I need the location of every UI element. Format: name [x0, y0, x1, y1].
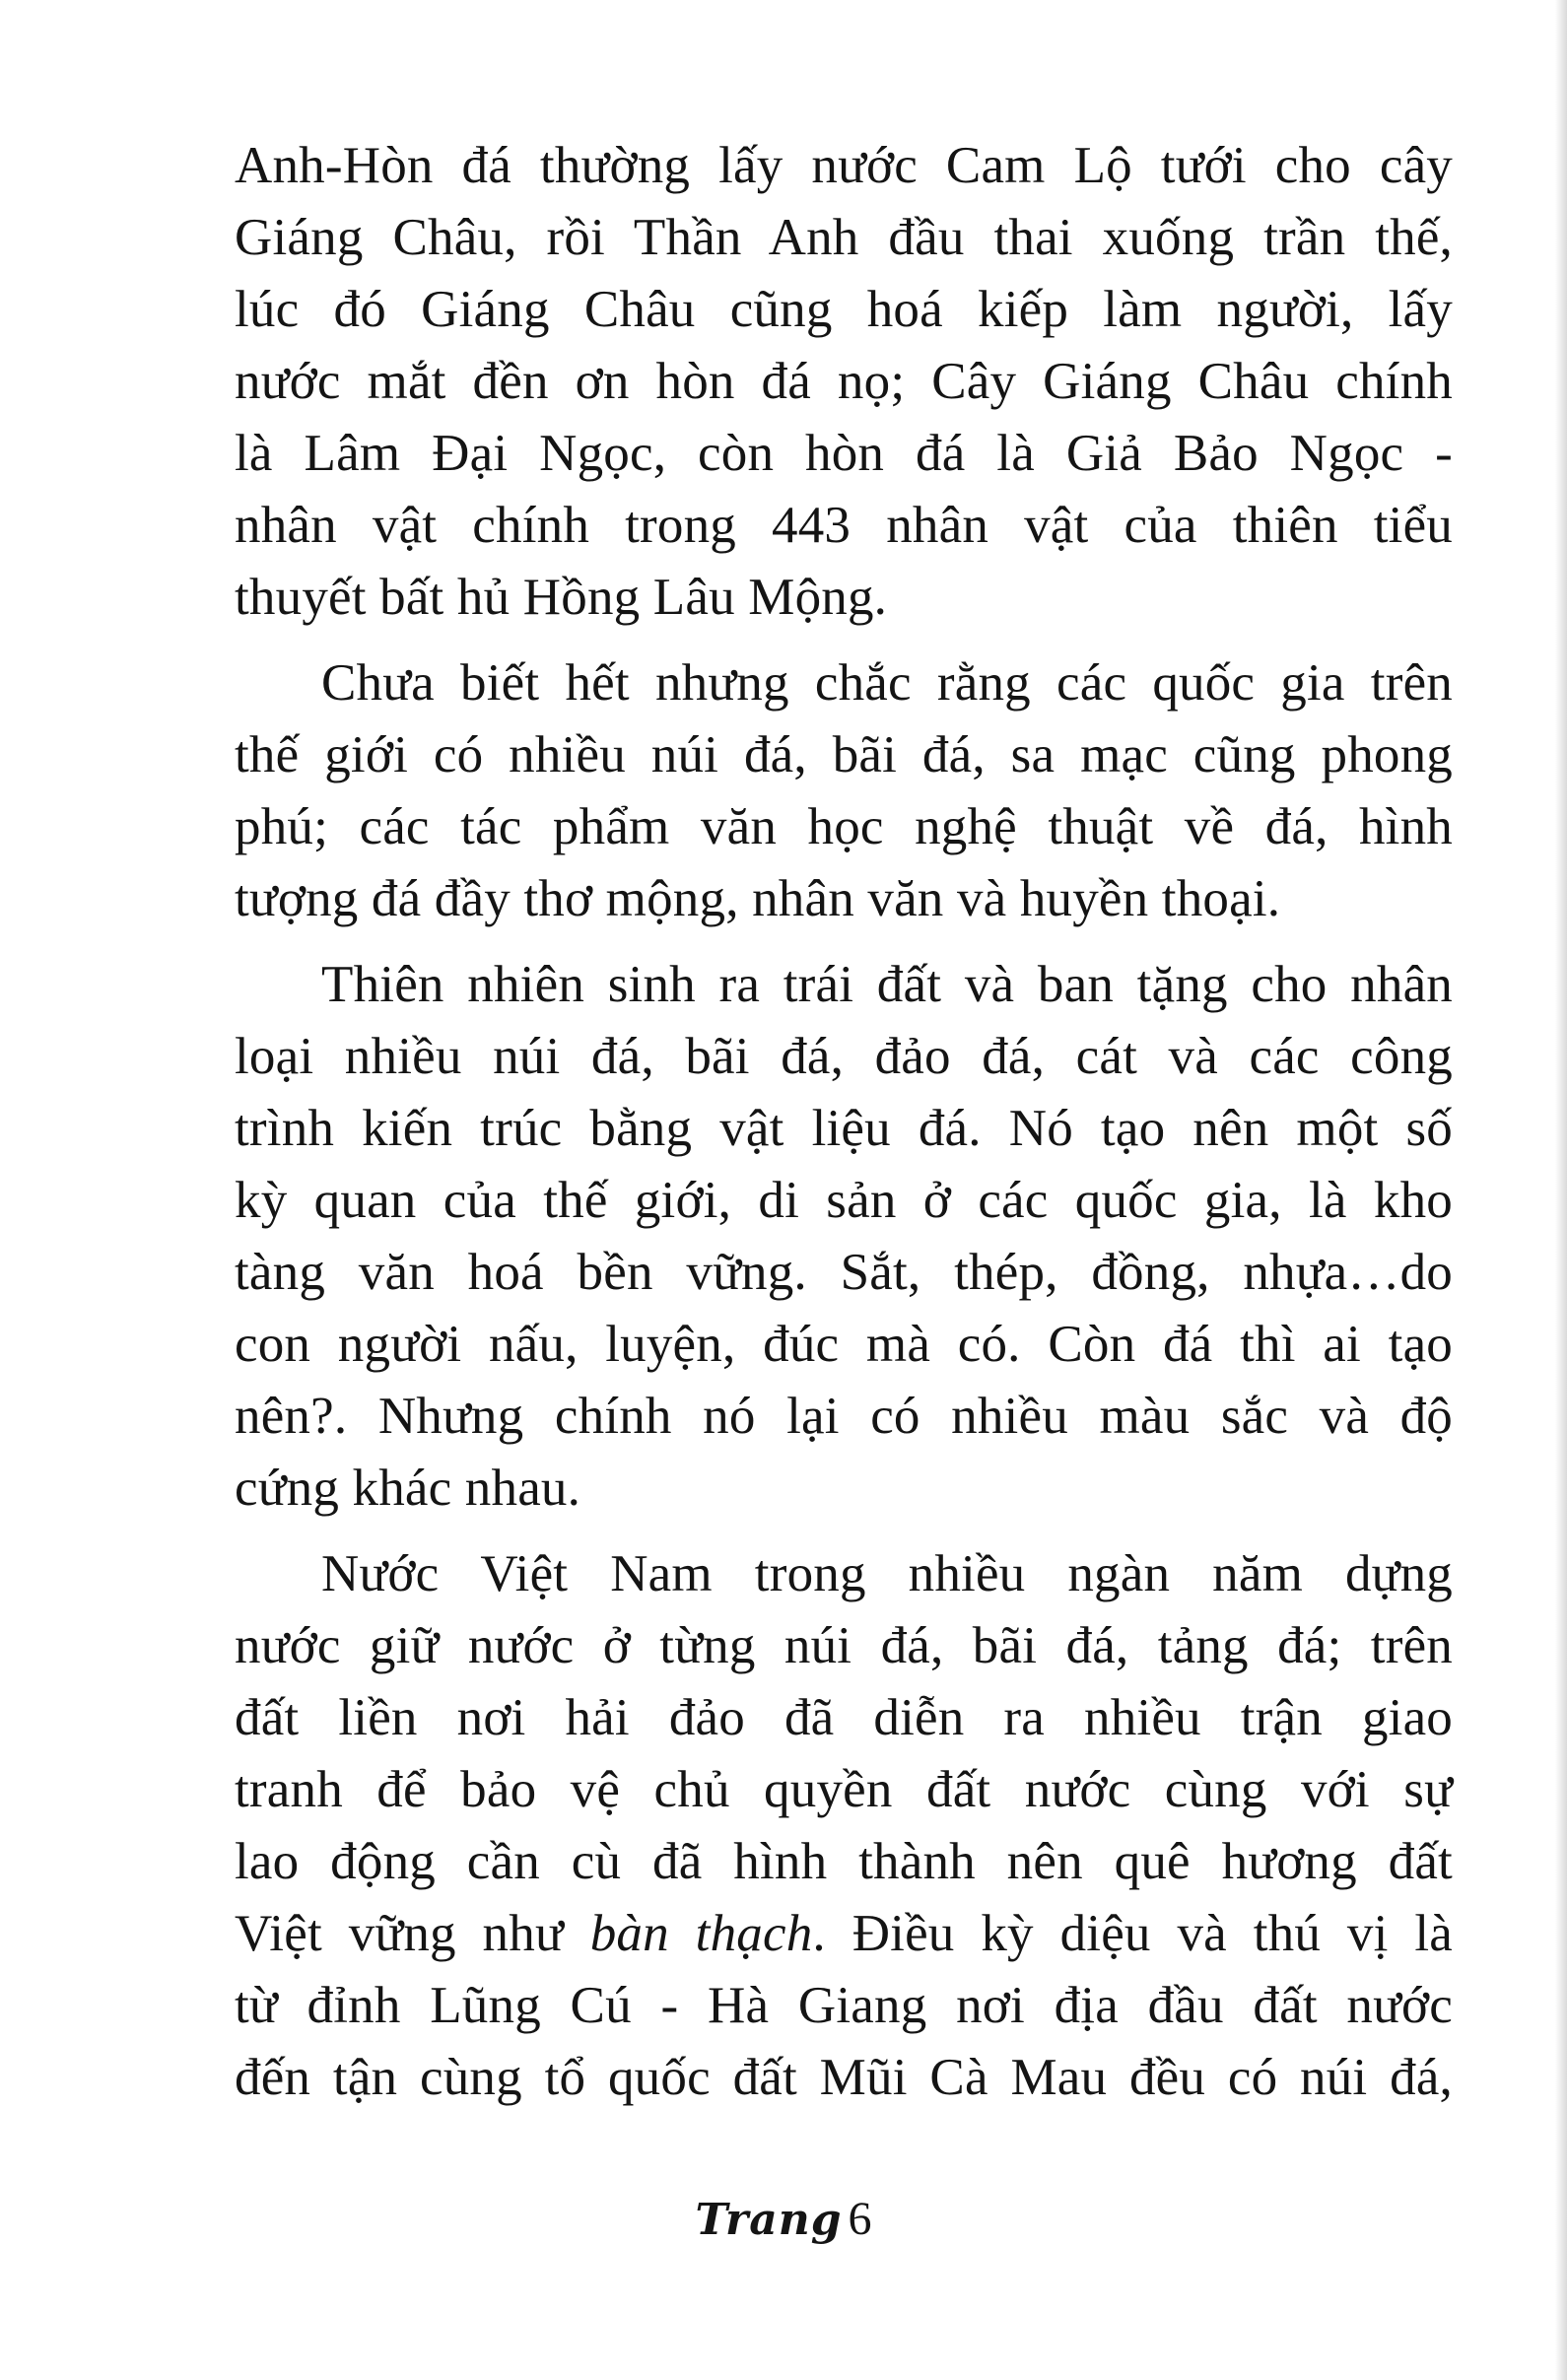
page-body	[235, 130, 1453, 2128]
text-segment: Việt vững như	[235, 1905, 590, 1962]
page-number: 6	[848, 2193, 872, 2245]
text-line: phú; các tác phẩm văn học nghệ thuật về đá, hình	[235, 798, 1453, 855]
text-line: Thiên nhiên sinh ra trái đất và ban tặng cho nhân	[321, 956, 1453, 1013]
text-line: Nước Việt Nam trong nhiều ngàn năm dựng	[321, 1545, 1453, 1602]
paragraph-1	[235, 130, 1453, 634]
text-line: đất liền nơi hải đảo đã diễn ra nhiều trận giao	[235, 1689, 1453, 1746]
text-line: từ đỉnh Lũng Cú - Hà Giang nơi địa đầu đất nước	[235, 1977, 1453, 2034]
text-line-with-italic	[235, 1898, 1453, 1970]
page-edge-shadow	[1555, 0, 1567, 2380]
text-line: tranh để bảo vệ chủ quyền đất nước cùng với sự	[235, 1761, 1453, 1818]
paragraph-3	[235, 949, 1453, 1525]
text-line: thuyết bất hủ Hồng Lâu Mộng.	[235, 569, 888, 626]
text-line: nước mắt đền ơn hòn đá nọ; Cây Giáng Châu chính	[235, 353, 1453, 410]
paragraph-4	[235, 1538, 1453, 2114]
text-line: con người nấu, luyện, đúc mà có. Còn đá thì ai tạo	[235, 1316, 1453, 1373]
paragraph-2	[235, 647, 1453, 935]
text-line: loại nhiều núi đá, bãi đá, đảo đá, cát và các công	[235, 1028, 1453, 1085]
text-line: Chưa biết hết nhưng chắc rằng các quốc gia trên	[321, 654, 1453, 712]
text-line: nên?. Nhưng chính nó lại có nhiều màu sắc và độ	[235, 1388, 1453, 1445]
page-label: Trang	[695, 2195, 843, 2245]
text-line: là Lâm Đại Ngọc, còn hòn đá là Giả Bảo Ngọc -	[235, 425, 1453, 482]
text-line: lao động cần cù đã hình thành nên quê hương đất	[235, 1833, 1453, 1890]
text-segment: . Điều kỳ diệu và thú vị là	[812, 1905, 1453, 1962]
text-line: đến tận cùng tổ quốc đất Mũi Cà Mau đều có núi đá,	[235, 2049, 1453, 2106]
text-line: lúc đó Giáng Châu cũng hoá kiếp làm người, lấy	[235, 281, 1453, 338]
text-line: thế giới có nhiều núi đá, bãi đá, sa mạc cũng phong	[235, 726, 1453, 783]
text-line: Anh-Hòn đá thường lấy nước Cam Lộ tưới cho cây	[235, 137, 1453, 194]
text-line: Giáng Châu, rồi Thần Anh đầu thai xuống trần thế,	[235, 209, 1453, 266]
page-footer	[0, 2190, 1567, 2250]
text-line: nước giữ nước ở từng núi đá, bãi đá, tảng đá; trên	[235, 1617, 1453, 1674]
text-line: cứng khác nhau.	[235, 1460, 581, 1517]
text-line: nhân vật chính trong 443 nhân vật của thiên tiểu	[235, 497, 1453, 554]
text-line: tượng đá đầy thơ mộng, nhân văn và huyền thoại.	[235, 870, 1281, 927]
text-line: kỳ quan của thế giới, di sản ở các quốc gia, là kho	[235, 1172, 1453, 1229]
text-line: trình kiến trúc bằng vật liệu đá. Nó tạo nên một số	[235, 1100, 1453, 1157]
italic-phrase: bàn thạch	[589, 1905, 813, 1962]
text-line: tàng văn hoá bền vững. Sắt, thép, đồng, nhựa…do	[235, 1244, 1453, 1301]
